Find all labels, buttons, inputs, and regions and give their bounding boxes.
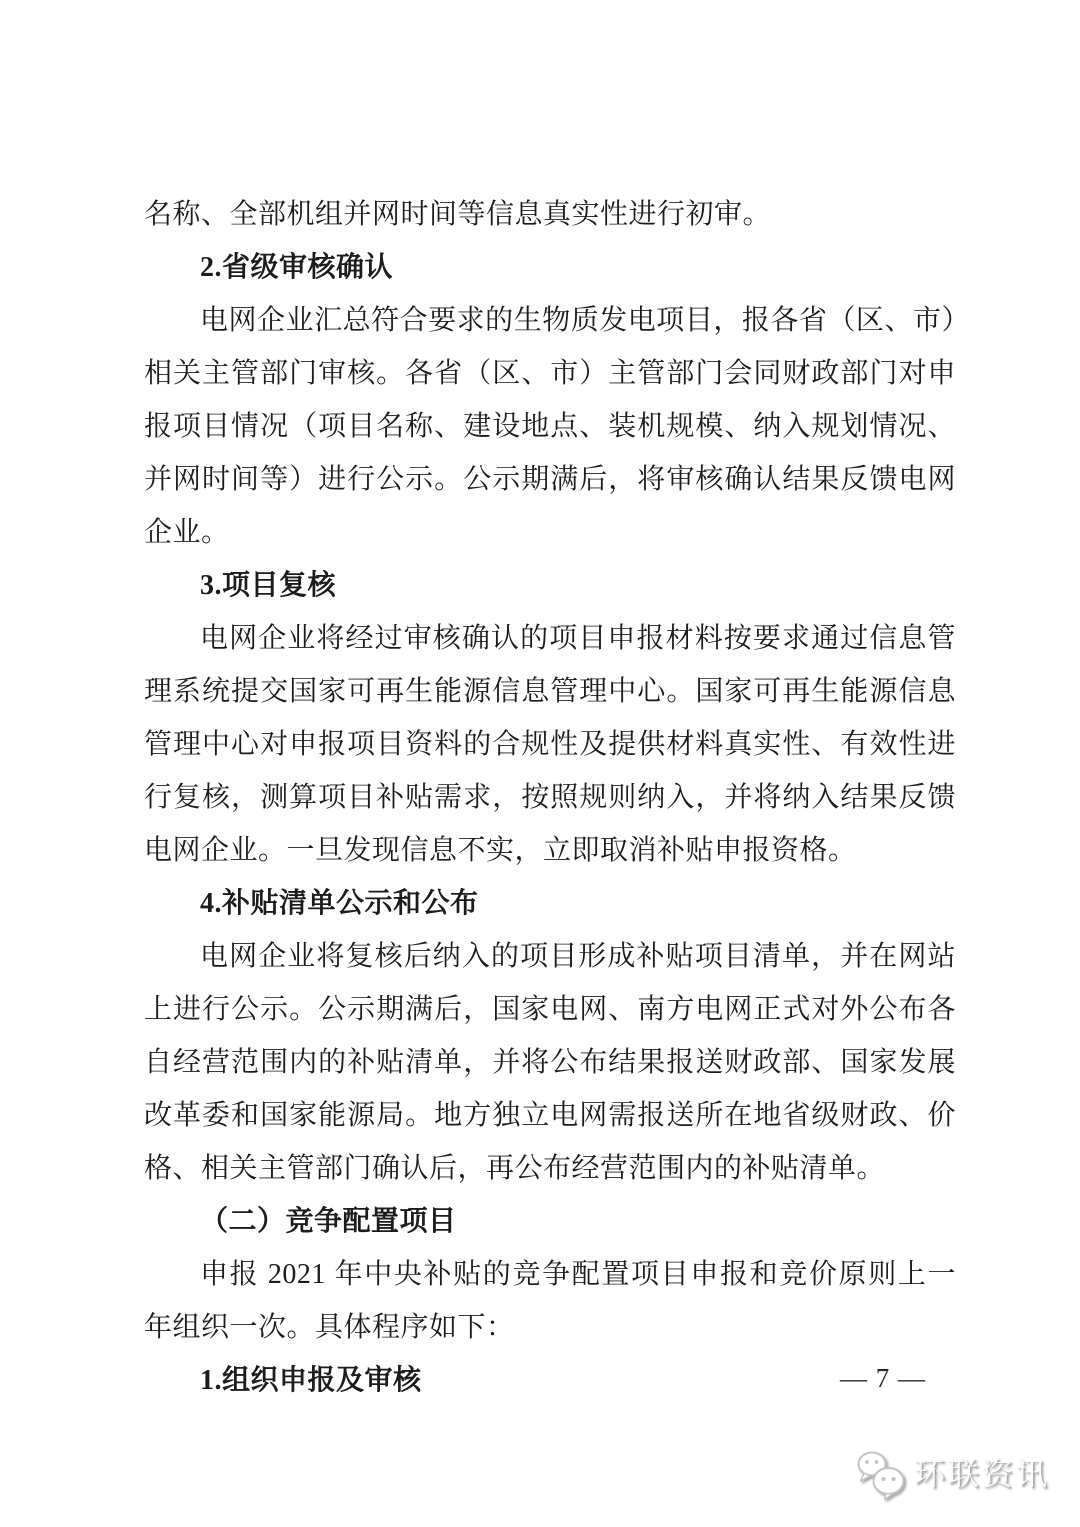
document-body	[144, 188, 956, 1407]
brand-name: 环联资讯	[914, 1457, 1050, 1492]
section-heading: 2.省级审核确认	[200, 252, 394, 283]
section-heading: 1.组织申报及审核	[200, 1365, 422, 1396]
paragraph: 电网企业将复核后纳入的项目形成补贴项目清单，并在网站上进行公示。公示期满后，国家电网、南方电网正式对外公布各自经营范围内的补贴清单，并将公布结果报送财政部、国家发展改革委和国家能源局。地方独立电网需报送所在地省级财政、价格、相关主管部门确认后，再公布经营范围内的补贴清单。	[144, 941, 956, 1184]
paragraph: 电网企业汇总符合要求的生物质发电项目，报各省（区、市）相关主管部门审核。各省（区、市）主管部门会同财政部门对申报项目情况（项目名称、建设地点、装机规模、纳入规划情况、并网时间等）进行公示。公示期满后，将审核确认结果反馈电网企业。	[144, 305, 956, 548]
wechat-icon	[855, 1450, 907, 1500]
paragraph: 申报 2021 年中央补贴的竞争配置项目申报和竞价原则上一年组织一次。具体程序如下：	[144, 1259, 956, 1343]
section-heading: （二）竞争配置项目	[200, 1206, 457, 1237]
paragraph: 电网企业将经过审核确认的项目申报材料按要求通过信息管理系统提交国家可再生能源信息管理中心。国家可再生能源信息管理中心对申报项目资料的合规性及提供材料真实性、有效性进行复核，测算项目补贴需求，按照规则纳入，并将纳入结果反馈电网企业。一旦发现信息不实，立即取消补贴申报资格。	[144, 623, 956, 866]
section-heading: 4.补贴清单公示和公布	[200, 888, 479, 919]
brand-watermark	[855, 1450, 1050, 1500]
page-number: — 7 —	[840, 1363, 926, 1393]
paragraph: 名称、全部机组并网时间等信息真实性进行初审。	[144, 199, 772, 230]
section-heading: 3.项目复核	[200, 570, 337, 601]
